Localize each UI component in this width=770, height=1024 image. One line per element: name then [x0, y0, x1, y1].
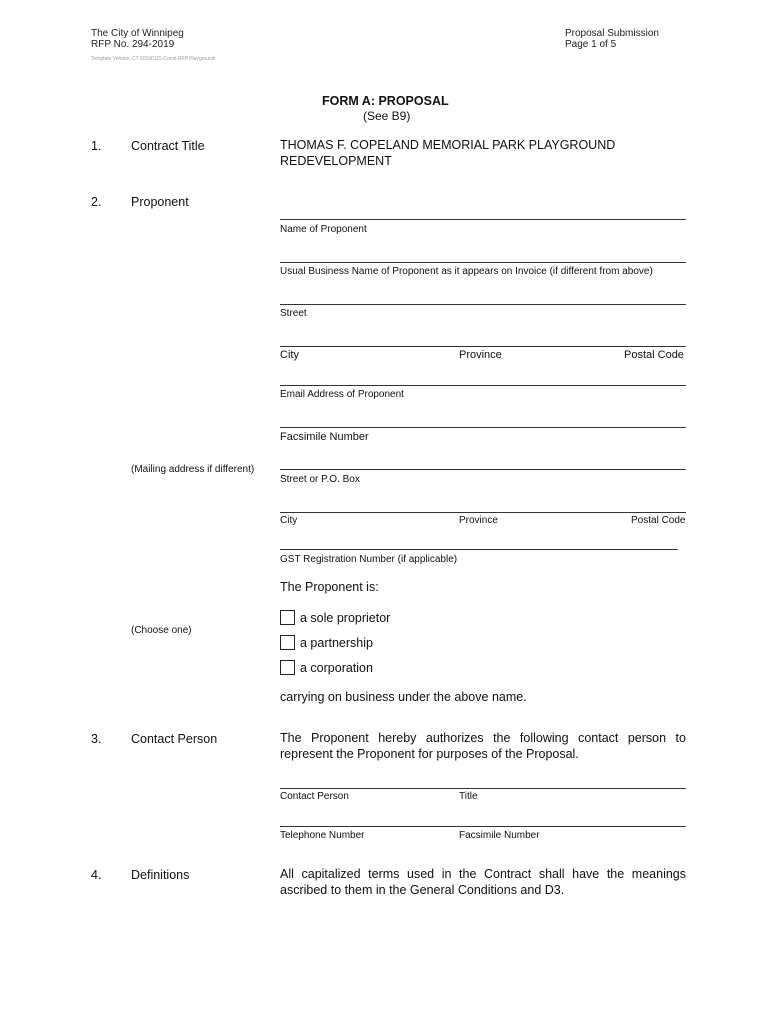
- choose-one-note: (Choose one): [131, 625, 192, 636]
- form-title: FORM A: PROPOSAL: [322, 94, 449, 108]
- header-rfp-number: RFP No. 294-2019: [91, 39, 175, 50]
- sole-proprietor-label: a sole proprietor: [300, 611, 391, 625]
- corporation-checkbox[interactable]: [280, 660, 295, 675]
- section-2-label: Proponent: [131, 195, 189, 209]
- section-4-number: 4.: [91, 868, 102, 882]
- form-subtitle: (See B9): [363, 109, 411, 123]
- contact-title-caption: Title: [459, 791, 478, 802]
- sole-proprietor-checkbox[interactable]: [280, 610, 295, 625]
- contract-title-line2: REDEVELOPMENT: [280, 154, 392, 168]
- po-box-caption: Street or P.O. Box: [280, 474, 360, 485]
- mailing-province-caption: Province: [459, 515, 498, 526]
- province-caption: Province: [459, 349, 502, 361]
- contact-person-caption: Contact Person: [280, 791, 349, 802]
- gst-field-line[interactable]: [280, 549, 678, 550]
- proponent-type-heading: The Proponent is:: [280, 580, 379, 594]
- city-province-postal-line[interactable]: [280, 346, 686, 347]
- mailing-address-note: (Mailing address if different): [131, 464, 255, 475]
- street-caption: Street: [280, 308, 307, 319]
- name-field-caption: Name of Proponent: [280, 224, 367, 235]
- header-page-number: Page 1 of 5: [565, 39, 617, 50]
- section-3-number: 3.: [91, 732, 102, 746]
- definitions-text: All capitalized terms used in the Contract shall have the meanings ascribed to them in the General Conditions and D3.: [280, 867, 686, 897]
- business-name-caption: Usual Business Name of Proponent as it appears on Invoice (if different from above): [280, 266, 653, 277]
- contract-title-line1: THOMAS F. COPELAND MEMORIAL PARK PLAYGROUND: [280, 138, 616, 152]
- fax-field-line[interactable]: [280, 427, 686, 428]
- corporation-label: a corporation: [300, 661, 373, 675]
- contact-authorization-text: The Proponent hereby authorizes the following contact person to represent the Proponent for purposes of the Proposal.: [280, 731, 686, 761]
- gst-caption: GST Registration Number (if applicable): [280, 554, 458, 565]
- template-version: Template Version: C? 20190115-Const RFP Playground: [91, 56, 215, 62]
- carrying-on-business-text: carrying on business under the above name.: [280, 690, 527, 704]
- section-1-label: Contract Title: [131, 139, 205, 153]
- city-caption: City: [280, 349, 299, 361]
- section-3-label: Contact Person: [131, 732, 218, 746]
- header-doc-type: Proposal Submission: [565, 28, 659, 39]
- street-field-line[interactable]: [280, 304, 686, 305]
- partnership-label: a partnership: [300, 636, 373, 650]
- business-name-field-line[interactable]: [280, 262, 686, 263]
- mailing-city-caption: City: [280, 515, 298, 526]
- fax-caption: Facsimile Number: [280, 431, 369, 443]
- mailing-postal-caption: Postal Code: [631, 515, 686, 526]
- telephone-caption: Telephone Number: [280, 830, 365, 841]
- contact-person-field-line[interactable]: [280, 788, 686, 789]
- po-box-field-line[interactable]: [280, 469, 686, 470]
- name-field-line[interactable]: [280, 219, 686, 220]
- mailing-city-line[interactable]: [280, 512, 686, 513]
- telephone-field-line[interactable]: [280, 826, 686, 827]
- contact-fax-caption: Facsimile Number: [459, 830, 540, 841]
- header-org: The City of Winnipeg: [91, 28, 184, 39]
- email-field-line[interactable]: [280, 385, 686, 386]
- postal-code-caption: Postal Code: [624, 349, 684, 361]
- section-4-label: Definitions: [131, 868, 190, 882]
- section-1-number: 1.: [91, 139, 102, 153]
- email-caption: Email Address of Proponent: [280, 389, 404, 400]
- section-2-number: 2.: [91, 195, 102, 209]
- partnership-checkbox[interactable]: [280, 635, 295, 650]
